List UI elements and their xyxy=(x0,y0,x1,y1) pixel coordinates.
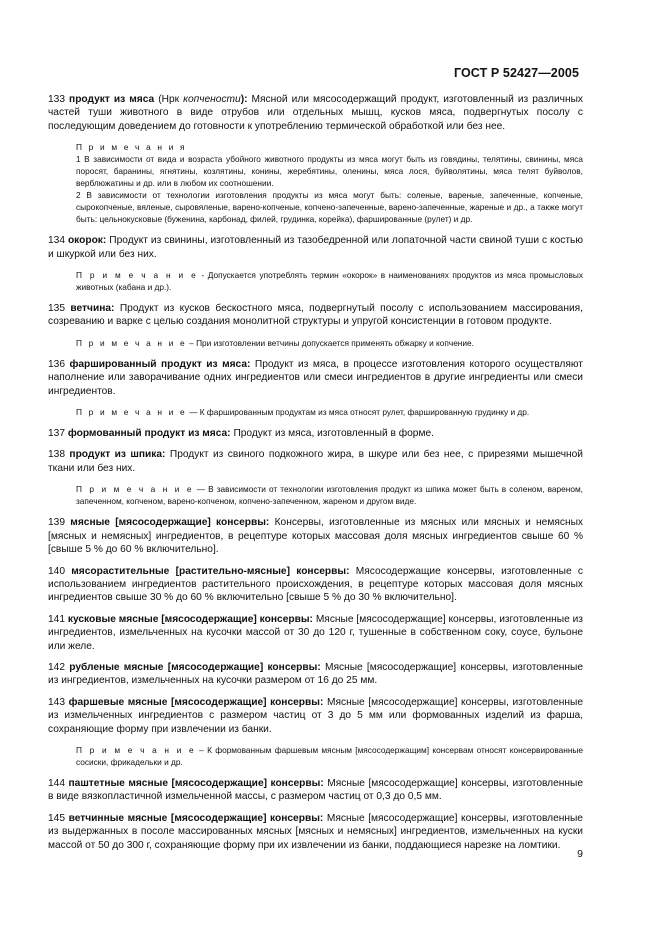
term-name: кусковые мясные [мясосодержащие] консервы: xyxy=(67,613,313,625)
term-definition: Мясные [мясосодержащие] консервы, изготовленные из ингредиентов, измельченных на кусочки размером от 16 до 25 мм. xyxy=(48,661,583,687)
page-number: 9 xyxy=(577,848,583,860)
term-name: продукт из шпика: xyxy=(69,449,166,461)
note-item: 2 В зависимости от технологии изготовления продукты из мяса могут быть: соленые, вареные, запеченные, копченые, сырокопченые, вяленые, сыровяленые, варено-копченые, копчено-запеченные, варено-запеченные, жареные и др., а также могут быть: цельнокусковые (буженина, карбонад, филей, грудинка, корейка), фаршированные (рулет) и др. xyxy=(76,190,583,225)
term-name: ветчинные мясные [мясосодержащие] консервы: xyxy=(68,812,324,824)
term-definition: Продукт из мяса, изготовленный в форме. xyxy=(233,428,434,440)
term-definition: Мясные [мясосодержащие] консервы, изготовленные из ингредиентов, измельченных на кусочки массой от 30 до 120 г, тушенные в собственном соку, соусе, бульоне или желе. xyxy=(48,613,583,652)
term-definition: Консервы, изготовленные из мясных или мясных и немясных [мясных и немясных] ингредиентов, в рецептуре которых массовая доля мясных ингредиентов свыше 60 % [свыше 5 % до 60 % включительно]. xyxy=(48,517,583,556)
term-definition: Мясосодержащие консервы, изготовленные с использованием ингредиентов растительного происхождения, в рецептуре которых массовая доля мясных ингредиентов свыше 30 % до 60 % включительно [свыше 5 % до 30 % включительно]. xyxy=(48,565,583,604)
term-definition: Продукт из свиного подкожного жира, в шкуре или без нее, с прирезями мышечной ткани или без них. xyxy=(48,449,583,474)
note-item: 1 В зависимости от вида и возраста убойного животного продукты из мяса могут быть из говядины, телятины, свинины, мяса поросят, баранины, ягнятины, козлятины, конины, жеребятины, оленины, мяса лося, буйволятины, мяса телят буйволов, верблюжатины и др. или в любом их соотношении. xyxy=(76,154,583,189)
term-name: мясорастительные [растительно-мясные] консервы: xyxy=(71,565,350,577)
term-137: 137 формованный продукт из мяса: Продукт из мяса, изготовленный в форме. xyxy=(48,428,434,440)
term-definition: Мясные [мясосодержащие] консервы, изготовленные из измельченных ингредиентов с размером частиц от 3 до 5 мм или формованных изделий из фарша, сохраняющие форму при извлечении из банки. xyxy=(48,696,584,735)
term-definition: Мясные [мясосодержащие] консервы, изготовленные из выдержанных в посоле массированных мясных [мясных и немясных] ингредиентов, измельченных на куски массой от 50 до 300 г, сохраняющие форму при их извлечении из банки, поддающиеся нарезке на ломтики. xyxy=(48,812,583,851)
term-note: П р и м е ч а н и е — В зависимости от технологии изготовления продукт из шпика может быть в соленом, вареном, запеченном, копченом, варено-копченом, копчено-запеченном, жареном и другом виде. xyxy=(76,484,583,507)
term-note: П р и м е ч а н и е – К формованным фаршевым мясным [мясосодержащим] консервам относят консервированные сосиски, фрикадельки и др. xyxy=(76,744,583,767)
term-name: рубленые мясные [мясосодержащие] консервы: xyxy=(69,661,321,673)
term-138: 138 продукт из шпика: Продукт из свиного подкожного жира, в шкуре или без нее, с прирезями мышечной ткани или без них. xyxy=(48,449,583,474)
term-135: 135 ветчина: Продукт из кусков бескостного мяса, подвергнутый посолу с использованием массирования, созреванию и варке с целью создания монолитной структуры и упругой консистенции в готовом продукте. xyxy=(48,303,583,328)
standard-designation: ГОСТ Р 52427—2005 xyxy=(453,66,579,80)
term-name: окорок: xyxy=(67,235,107,247)
term-141: 141 кусковые мясные [мясосодержащие] консервы: Мясные [мясосодержащие] консервы, изготовленные из ингредиентов, измельченных на кусочки массой от 30 до 120 г, тушенные в собственном соку, соусе, бульоне или желе. xyxy=(48,613,583,652)
term-name: продукт из мяса xyxy=(69,94,155,105)
term-definition: Продукт из свинины, изготовленный из тазобедренной или лопаточной части свиной туши с костью и шкуркой или без них. xyxy=(48,235,583,260)
term-name: ветчина: xyxy=(70,303,115,315)
term-note: П р и м е ч а н и е — К фаршированным продуктам из мяса относят рулет, фаршированную грудинку и др. xyxy=(76,407,530,418)
term-note: П р и м е ч а н и е – При изготовлении ветчины допускается применять обжарку и копчение. xyxy=(76,337,474,348)
term-note: П р и м е ч а н и е - Допускается употреблять термин «окорок» в наименованиях продуктов из мяса промысловых животных (кабана и др.). xyxy=(76,270,583,293)
term-136: 136 фаршированный продукт из мяса: Продукт из мяса, в процессе изготовления которого осуществляют наполнение или заворачивание одних ингредиентов или смеси ингредиентов в другие ингредиенты или смеси ингредиентов. xyxy=(48,358,583,397)
terms-content xyxy=(48,93,583,860)
term-139: 139 мясные [мясосодержащие] консервы: Консервы, изготовленные из мясных или мясных и немясных [мясных и немясных] ингредиентов, в рецептуре которых массовая доля мясных ингредиентов свыше 60 % [свыше 5 % до 60 % включительно]. xyxy=(48,517,583,556)
term-144: 144 паштетные мясные [мясосодержащие] консервы: Мясные [мясосодержащие] консервы, изготовленные в виде вязкопластичной измельченной массы, с размером частиц от 0,3 до 0,5 мм. xyxy=(48,777,584,803)
term-name: мясные [мясосодержащие] консервы: xyxy=(70,517,270,529)
term-134: 134 окорок: Продукт из свинины, изготовленный из тазобедренной или лопаточной части свиной туши с костью и шкуркой или без них. xyxy=(48,235,583,260)
term-133: 133 продукт из мяса (Нрк копчености): Мясной или мясосодержащий продукт, изготовленный из различных частей туши животного в виде отрубов или отдельных мышц, кусков мяса, подвергнутых посолу с последующим доведением до готовности к употреблению термической обработкой или без нее. xyxy=(48,94,583,132)
term-name: фаршевые мясные [мясосодержащие] консервы: xyxy=(68,696,324,708)
term-name: формованный продукт из мяса: xyxy=(67,428,231,440)
term-143: 143 фаршевые мясные [мясосодержащие] консервы: Мясные [мясосодержащие] консервы, изготовленные из измельченных ингредиентов с размером частиц от 3 до 5 мм или формованных изделий из фарша, сохраняющие форму при извлечении из банки. xyxy=(48,696,584,735)
term-name: фаршированный продукт из мяса: xyxy=(69,358,251,370)
term-definition: Мясные [мясосодержащие] консервы, изготовленные в виде вязкопластичной измельченной массы, с размером частиц от 0,3 до 0,5 мм. xyxy=(48,777,584,803)
term-definition: Продукт из мяса, в процессе изготовления которого осуществляют наполнение или заворачивание одних ингредиентов или смеси ингредиентов в другие ингредиенты или смеси ингредиентов. xyxy=(48,358,583,397)
term-definition: Мясной или мясосодержащий продукт, изготовленный из различных частей туши животного в виде отрубов или отдельных мышц, кусков мяса, подвергнутых посолу с последующим доведением до готовности к употреблению термической обработкой или без нее. xyxy=(48,94,583,132)
term-140: 140 мясорастительные [растительно-мясные] консервы: Мясосодержащие консервы, изготовленные с использованием ингредиентов растительного происхождения, в рецептуре которых массовая доля мясных ингредиентов свыше 30 % до 60 % включительно [свыше 5 % до 30 % включительно]. xyxy=(48,565,583,604)
notes-heading: П р и м е ч а н и я xyxy=(76,142,187,153)
term-name: паштетные мясные [мясосодержащие] консервы: xyxy=(68,777,324,789)
term-145: 145 ветчинные мясные [мясосодержащие] консервы: Мясные [мясосодержащие] консервы, изготовленные из выдержанных в посоле массированных мясных [мясных и немясных] ингредиентов, измельченных на куски массой от 50 до 300 г, сохраняющие форму при их извлечении из банки, поддающиеся нарезке на ломтики. xyxy=(48,812,583,851)
term-142: 142 рубленые мясные [мясосодержащие] консервы: Мясные [мясосодержащие] консервы, изготовленные из ингредиентов, измельченных на кусочки размером от 16 до 25 мм. xyxy=(48,661,583,687)
term-definition: Продукт из кусков бескостного мяса, подвергнутый посолу с использованием массирования, созреванию и варке с целью создания монолитной структуры и упругой консистенции в готовом продукте. xyxy=(48,303,583,328)
deprecated-term: копчености xyxy=(183,94,241,105)
